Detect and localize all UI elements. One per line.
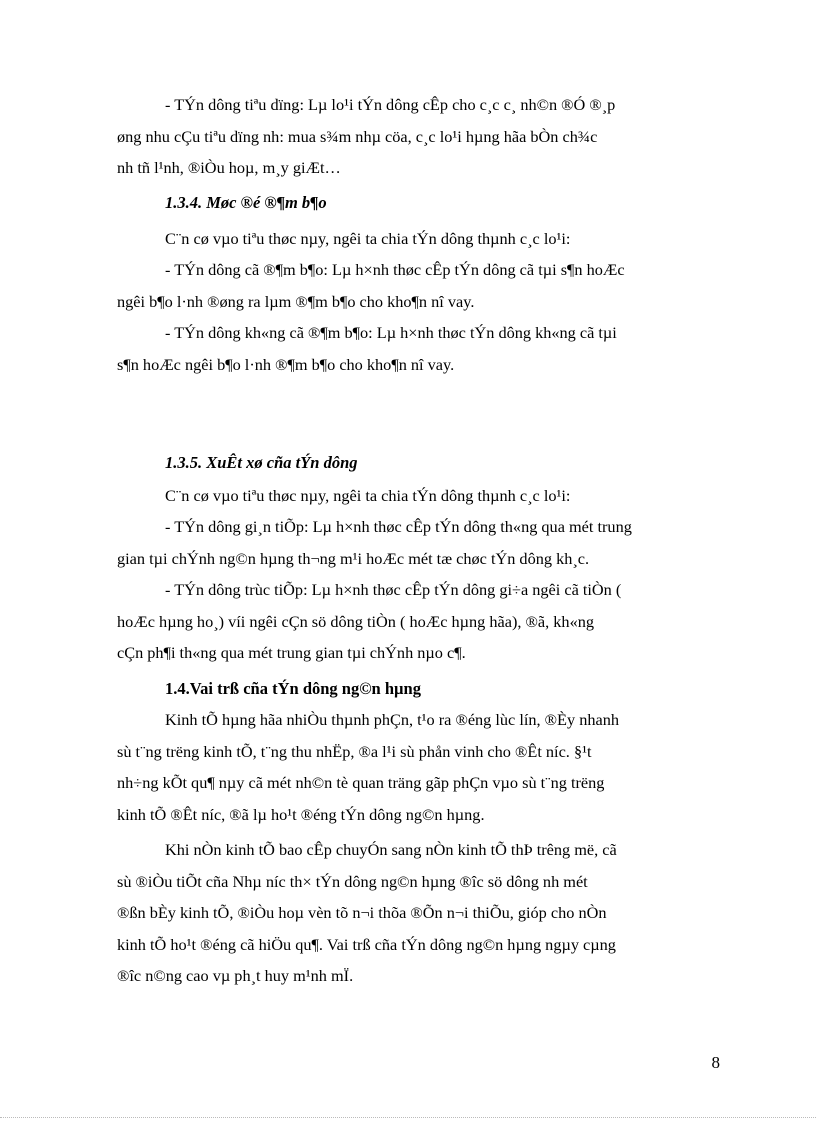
section-heading-1-3-4: 1.3.4. Møc ®é ®¶m b¶o	[165, 193, 327, 212]
text-line: nh÷ng kÕt qu¶ nµy cã mét nh©n tè quan träng gãp phÇn vµo sù t¨ng trëng	[117, 773, 605, 792]
text-line: C¨n cø vµo tiªu thøc nµy, ngêi ta chia tÝn dông thµnh c¸c lo¹i:	[165, 486, 571, 505]
text-line: ngêi b¶o l·nh ®øng ra lµm ®¶m b¶o cho kho¶n nî vay.	[117, 291, 475, 311]
text-line: nh tñ l¹nh, ®iÒu hoµ, m¸y giÆt…	[117, 158, 341, 177]
text-line: - TÝn dông tiªu dïng: Lµ lo¹i tÝn dông cÊp cho c¸c c¸ nh©n ®Ó ®¸p	[165, 95, 616, 114]
text-line: - TÝn dông gi¸n tiÕp: Lµ h×nh thøc cÊp tÝn dông th«ng qua mét trung	[165, 517, 632, 536]
section-heading-1-3-5: 1.3.5. XuÊt xø cña tÝn dông	[165, 453, 358, 472]
text-line: gian tµi chÝnh ng©n hµng th¬ng m¹i hoÆc mét tæ chøc tÝn dông kh¸c.	[117, 548, 590, 568]
text-line: cÇn ph¶i th«ng qua mét trung gian tµi chÝnh nµo c¶.	[117, 643, 466, 662]
section-heading-1-4: 1.4.Vai trß cña tÝn dông ng©n hµng	[165, 679, 421, 698]
text-line: kinh tÕ ho¹t ®éng cã hiÖu qu¶. Vai trß cña tÝn dông ng©n hµng ngµy cµng	[117, 934, 616, 954]
paragraph-consumer-credit	[117, 89, 719, 184]
text-line: kinh tÕ ®Êt níc, ®ã lµ ho¹t ®éng tÝn dông ng©n hµng.	[117, 804, 485, 824]
text-line: hoÆc hµng ho¸) víi ngêi cÇn sö dông tiÒn ( hoÆc hµng hãa), ®ã, kh«ng	[117, 611, 594, 631]
text-line: C¨n cø vµo tiªu thøc nµy, ngêi ta chia tÝn dông thµnh c¸c lo¹i:	[165, 229, 571, 248]
text-line: ®îc n©ng cao vµ ph¸t huy m¹nh mÏ.	[117, 966, 354, 985]
text-line: Kinh tÕ hµng hãa nhiÒu thµnh phÇn, t¹o ra ®éng lùc lín, ®Èy nhanh	[165, 710, 619, 729]
paragraph-criterion-intro	[117, 223, 719, 255]
paragraph-direct-credit	[117, 574, 719, 669]
text-line: s¶n hoÆc ngêi b¶o l·nh ®¶m b¶o cho kho¶n nî vay.	[117, 354, 455, 374]
paragraph-role-economy	[117, 704, 719, 830]
text-line: øng nhu cÇu tiªu dïng nh: mua s¾m nhµ cöa, c¸c lo¹i hµng hãa bÒn ch¾c	[117, 126, 598, 146]
paragraph-criterion-intro-2	[117, 480, 719, 512]
paragraph-role-market	[117, 834, 719, 992]
footer-divider	[0, 1117, 816, 1118]
text-line: - TÝn dông kh«ng cã ®¶m b¶o: Lµ h×nh thøc tÝn dông kh«ng cã tµi	[165, 323, 617, 342]
text-line: ®ßn bÈy kinh tÕ, ®iÒu hoµ vèn tõ n¬i thõa ®Õn n¬i thiÕu, gióp cho nÒn	[117, 903, 607, 922]
text-line: Khi nÒn kinh tÕ bao cÊp chuyÓn sang nÒn kinh tÕ thÞ trêng më, cã	[165, 840, 617, 859]
page-number: 8	[711, 1053, 720, 1072]
text-line: sù ®iÒu tiÕt cña Nhµ níc th× tÝn dông ng©n hµng ®îc sö dông nh mét	[117, 871, 588, 891]
paragraph-unsecured-credit	[117, 317, 719, 380]
paragraph-indirect-credit	[117, 511, 719, 574]
paragraph-secured-credit	[117, 254, 719, 317]
text-line: - TÝn dông trùc tiÕp: Lµ h×nh thøc cÊp tÝn dông gi÷a ngêi cã tiÒn (	[165, 580, 622, 599]
text-line: - TÝn dông cã ®¶m b¶o: Lµ h×nh thøc cÊp tÝn dông cã tµi s¶n hoÆc	[165, 260, 625, 279]
text-line: sù t¨ng trëng kinh tÕ, t¨ng thu nhËp, ®a l¹i sù phån vinh cho ®Êt níc. §¹t	[117, 741, 592, 761]
